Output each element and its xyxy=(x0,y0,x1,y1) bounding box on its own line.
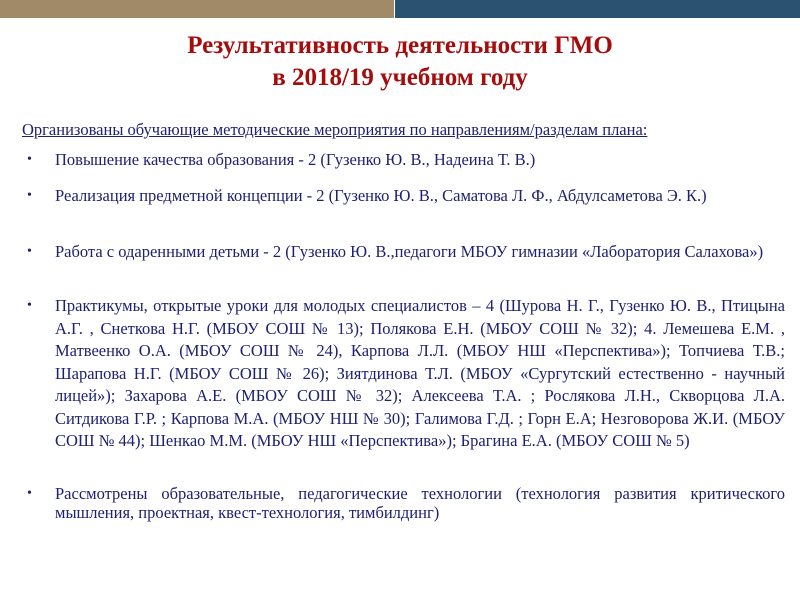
list-item xyxy=(27,484,785,522)
list-item xyxy=(27,149,785,172)
slide-title xyxy=(0,30,800,94)
list-item-text: Работа с одаренными детьми - 2 (Гузенко Ю. В.,педагоги МБОУ гимназии «Лаборатория Салахова») xyxy=(55,242,764,261)
bullet-icon: • xyxy=(27,244,32,259)
header-bar-blue xyxy=(395,0,800,18)
list-item xyxy=(27,241,785,264)
list-item xyxy=(27,185,785,208)
bullet-icon: • xyxy=(27,298,32,313)
title-line-2: в 2018/19 учебном году xyxy=(272,64,528,91)
bullet-icon: • xyxy=(27,152,32,167)
intro-heading: Организованы обучающие методические мероприятия по направлениям/разделам плана: xyxy=(22,120,648,139)
list-item-text: Повышение качества образования - 2 (Гузенко Ю. В., Надеина Т. В.) xyxy=(55,150,536,169)
list-item-text: Практикумы, открытые уроки для молодых специалистов – 4 (Шурова Н. Г., Гузенко Ю. В., Птицына А.Г. , Снеткова Н.Г. (МБОУ СОШ № 13); Полякова Е.Н. (МБОУ СОШ № 32); 4. Лемешева Е.М. , Матвеенко О.А. (МБОУ СОШ № 24), Карпова Л.Л. (МБОУ НШ «Перспектива»); Топчиева Т.В.; Шарапова Н.Г. (МБОУ СОШ № 26); Зиятдинова Т.Л. (МБОУ «Сургутский естественно - научный лицей»); Захарова А.Е. (МБОУ СОШ № 32); Алексеева Т.А. ; Рослякова Л.Н., Скворцова Л.А. Ситдикова Г.Р. ; Карпова М.А. (МБОУ НШ № 30); Галимова Г.Д. ; Горн Е.А; Незговорова Ж.И. (МБОУ СОШ № 44); Шенкао М.М. (МБОУ НШ «Перспектива»); Брагина Е.А. (МБОУ СОШ № 5) xyxy=(55,296,785,450)
list-item xyxy=(27,295,785,453)
list-item-text: Рассмотрены образовательные, педагогические технологии (технология развития критического мышления, проектная, квест-технология, тимбилдинг) xyxy=(55,484,785,522)
header-bar-tan xyxy=(0,0,394,18)
list-item-text: Реализация предметной концепции - 2 (Гузенко Ю. В., Саматова Л. Ф., Абдулсаметова Э. К.) xyxy=(55,186,707,205)
bullet-icon: • xyxy=(27,188,32,203)
bullet-icon: • xyxy=(27,486,32,501)
title-line-1: Результативность деятельности ГМО xyxy=(187,32,613,59)
